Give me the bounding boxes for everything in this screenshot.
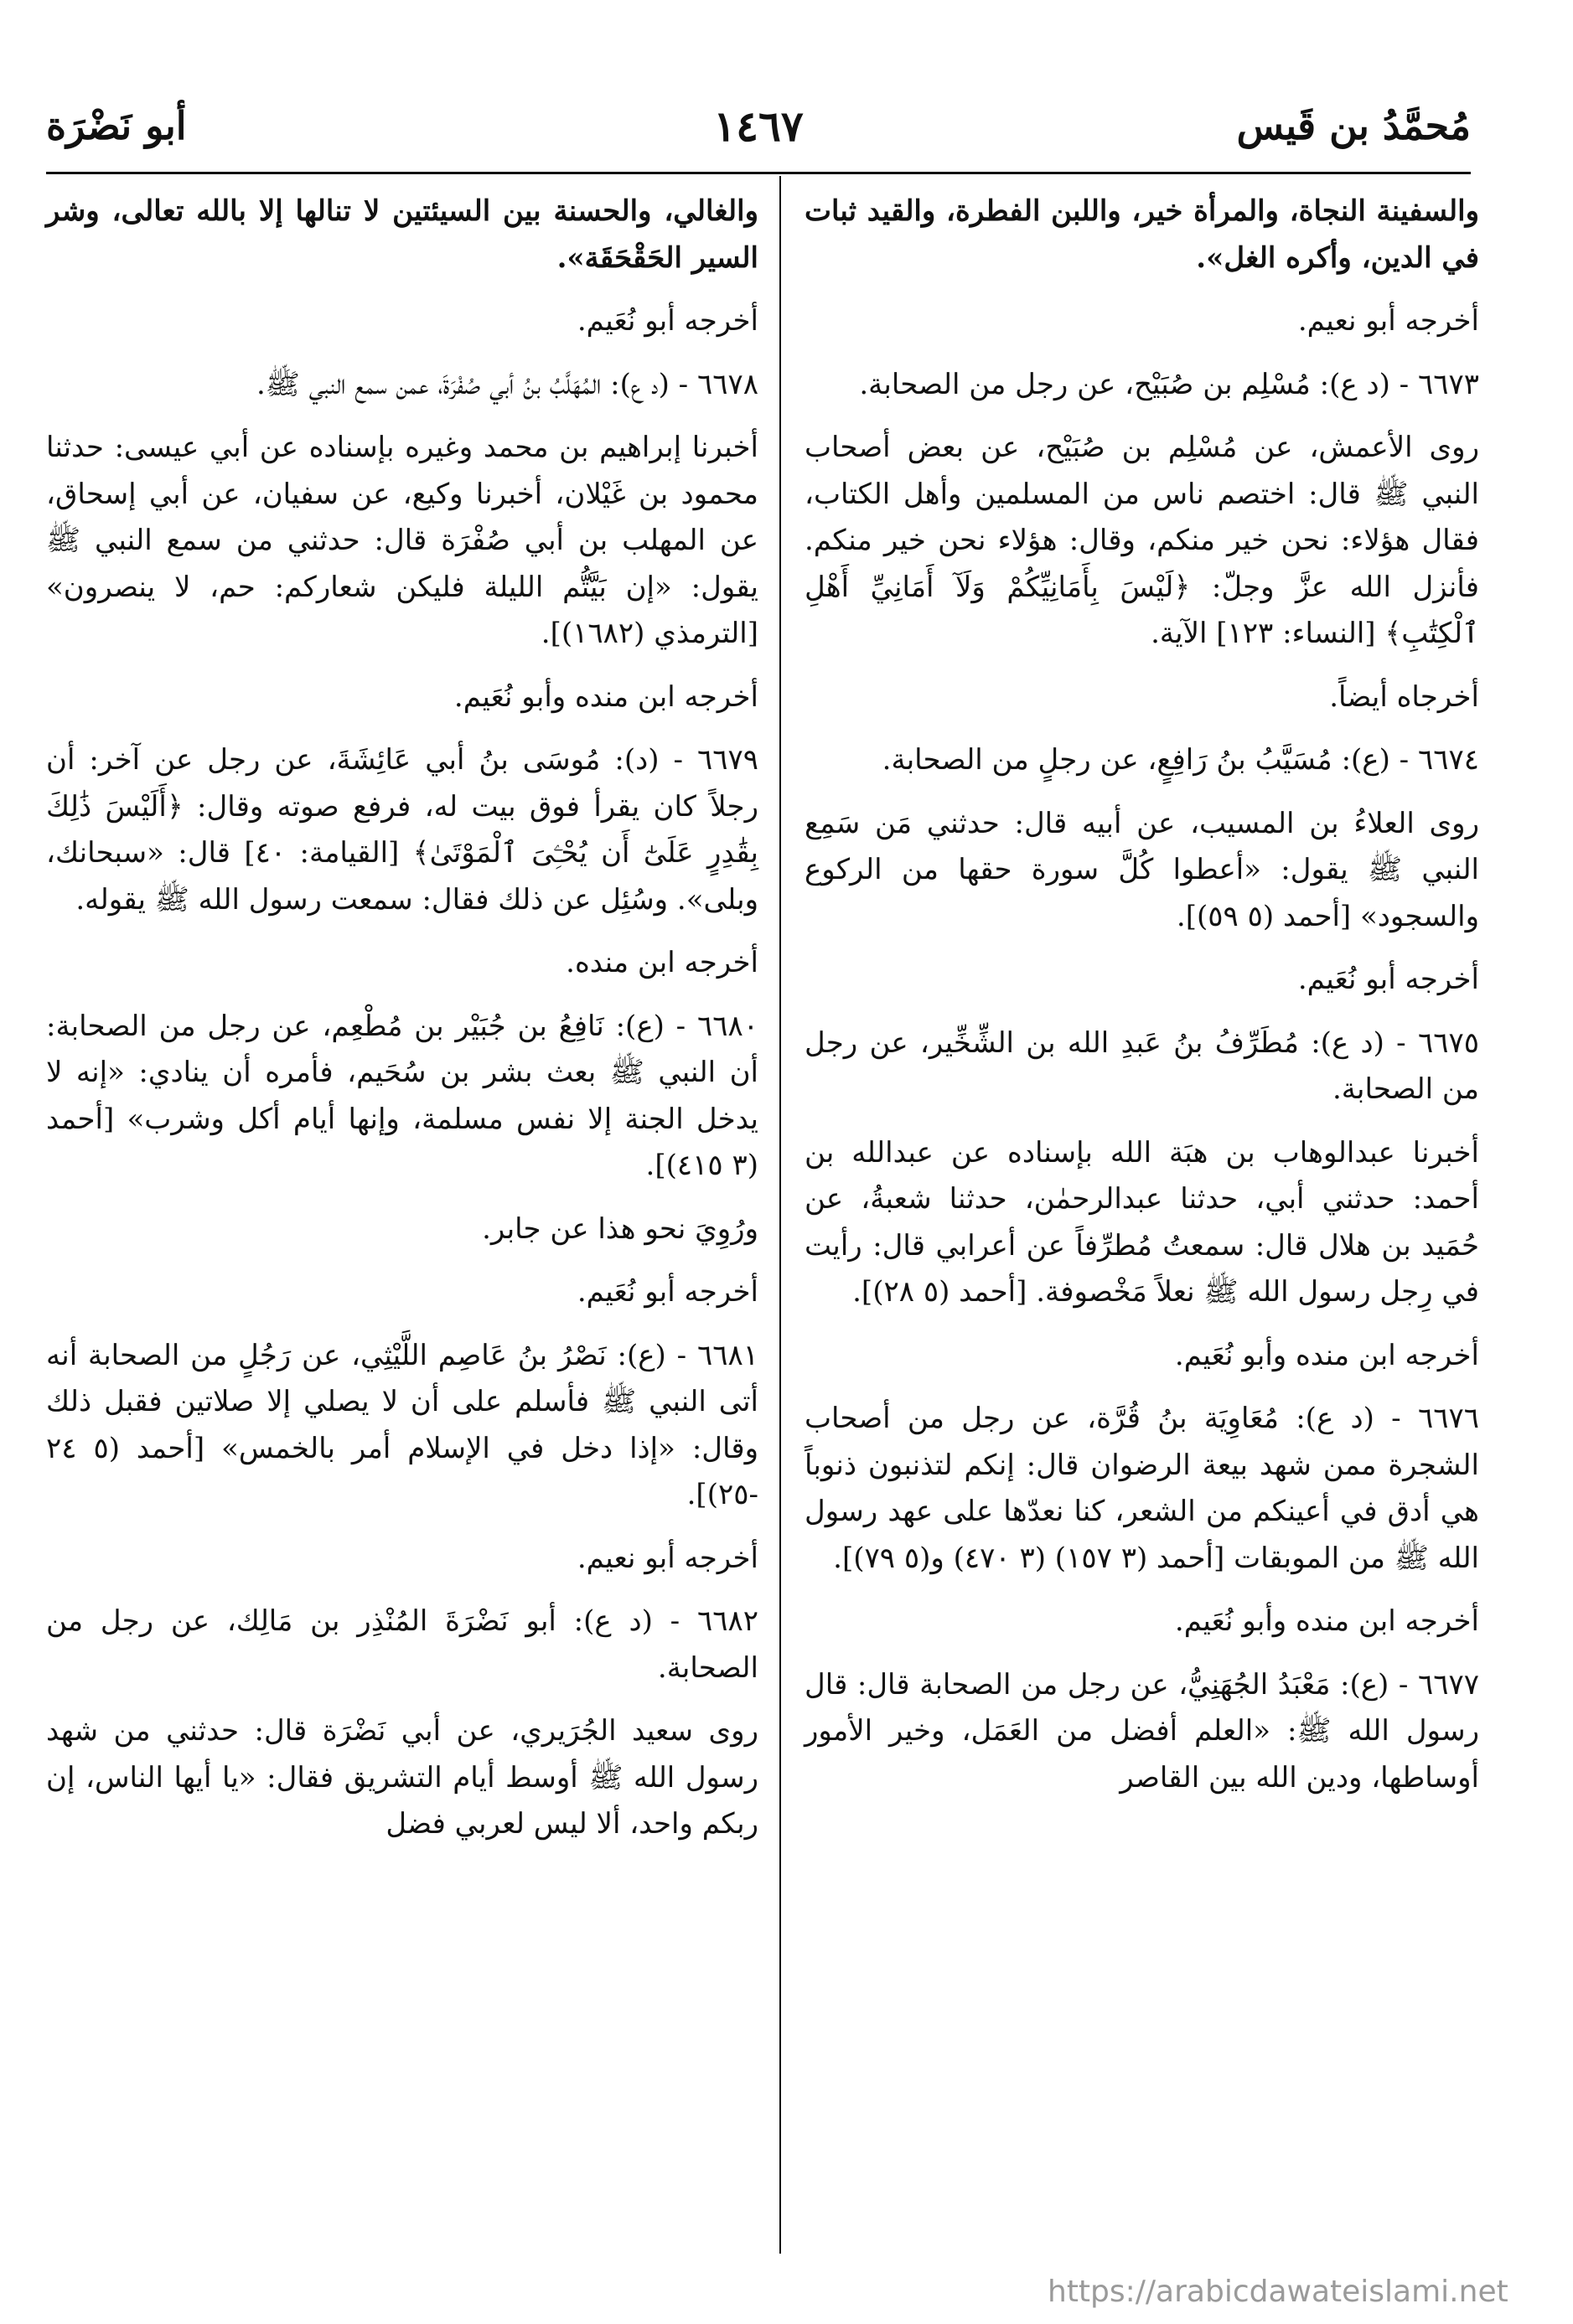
paragraph: أخرجه ابن منده وأبو نُعَيم. xyxy=(1174,1338,1479,1372)
paragraph: والغالي، والحسنة بين السيئتين لا تنالها إلا بالله تعالى، وشر السير الحَقْحَقَة». xyxy=(46,194,758,275)
entry-paragraph: ٦٦٧٦ - (د ع): مُعَاوِيَة بنُ قُرَّة، عن رجل من أصحاب الشجرة ممن شهد بيعة الرضوان قال: إنكم لتذنبون ذنوباً هي أدق في أعينكم من الشعر، كنا نعدّها على عهد رسول الله ﷺ من الموبقات [أحمد (٣ ١٥٧) (٣ ٤٧٠) و(٥ ٧٩)]. xyxy=(805,1402,1479,1575)
entry-paragraph: ٦٦٨١ - (ع): نَصْرُ بنُ عَاصِم اللَّيْثِي، عن رَجُلٍ من الصحابة أنه أتى النبي ﷺ فأسلم على أن لا يصلي إلا صلاتين فقبل ذلك وقال: «إذا دخل في الإسلام أمر بالخمس» [أحمد (٥ ٢٤ -٢٥)]. xyxy=(46,1338,759,1511)
column-divider xyxy=(779,176,781,2254)
paragraph: أخبرنا إبراهيم بن محمد وغيره بإسناده عن أبي عيسى: حدثنا محمود بن غَيْلان، أخبرنا وكيع، عن سفيان، عن أبي إسحاق، عن المهلب بن أبي صُفْرَة قال: حدثني من سمع النبي ﷺ يقول: «إن بَيَّتُّم الليلة فليكن شعاركم: حم، لا ينصرون» [الترمذي (١٦٨٢)]. xyxy=(46,431,758,650)
paragraph: ورُوِيَ نحو هذا عن جابر. xyxy=(482,1211,758,1246)
paragraph: أخرجه ابن منده. xyxy=(566,946,758,979)
right-column xyxy=(805,189,1479,1818)
entry-paragraph: ٦٦٨٠ - (ع): نَافِعُ بن جُبَيْر بن مُطْعِم، عن رجل من الصحابة: أن النبي ﷺ بعث بشر بن سُحَيم، فأمره أن ينادي: «إنه لا يدخل الجنة إلا نفس مسلمة، وإنها أيام أكل وشرب» [أحمد (٣ ٤١٥)]. xyxy=(46,1009,758,1182)
paragraph: روى سعيد الجُرَيري، عن أبي نَضْرَة قال: حدثني من شهد رسول الله ﷺ أوسط أيام التشريق فقال: «يا أيها الناس، إن ربكم واحد، ألا ليس لعربي فضل xyxy=(46,1714,758,1841)
header-right-title: مُحمَّدُ بن قَيس xyxy=(1236,103,1471,148)
paragraph: روى العلاءُ بن المسيب، عن أبيه قال: حدثني مَن سَمِع النبي ﷺ يقول: «أعطوا كُلَّ سورة حقها من الركوع والسجود» [أحمد (٥ ٥٩)]. xyxy=(805,806,1479,933)
paragraph: روى الأعمش، عن مُسْلِم بن صُبَيْح، عن بعض أصحاب النبي ﷺ قال: اختصم ناس من المسلمين وأهل الكتاب، فقال هؤلاء: نحن خير منكم، وقال: هؤلاء نحن خير منكم. فأنزل الله عزَّ وجلّ: ﴿لَيْسَ بِأَمَانِيِّكُمْ وَلَآ أَمَانِيِّ أَهْلِ ٱلْكِتَٰبِ﴾ [النساء: ١٢٣] الآية. xyxy=(805,431,1479,650)
entry-paragraph: ٦٦٧٨ - (د ع): المُهَلَّبُ بنُ أبي صُفْرَةَ، عمن سمع النبي ﷺ. xyxy=(256,367,758,401)
page-header xyxy=(46,84,1471,168)
paragraph: أخرجه أبو نُعَيم. xyxy=(577,1275,758,1309)
paragraph: أخرجه ابن منده وأبو نُعَيم. xyxy=(1174,1604,1479,1638)
header-left-title: أبو نَضْرَة xyxy=(46,103,187,148)
paragraph: أخبرنا عبدالوهاب بن هبَة الله بإسناده عن عبدالله بن أحمد: حدثني أبي، حدثنا عبدالرحمٰن، حدثنا شعبةُ، عن حُمَيد بن هلال قال: سمعتُ مُطرِّفاً عن أعرابي قال: رأيت في رِجل رسول الله ﷺ نعلاً مَخْصوفة. [أحمد (٥ ٢٨)]. xyxy=(805,1135,1479,1309)
paragraph: أخرجه أبو نُعَيم. xyxy=(1297,963,1479,996)
entry-paragraph: ٦٦٧٥ - (د ع): مُطَرِّفُ بنُ عَبدِ الله بن الشِّخِّير، عن رجل من الصحابة. xyxy=(805,1025,1479,1106)
entry-paragraph: ٦٦٧٩ - (د): مُوسَى بنُ أبي عَائِشَةَ، عن رجل عن آخر: أن رجلاً كان يقرأ فوق بيت له، فرفع صوته وقال: ﴿أَلَيْسَ ذَٰلِكَ بِقَٰدِرٍ عَلَىٰٓ أَن يُحْـِۧىَ ٱلْمَوْتَىٰ﴾ [القيامة: ٤٠] قال: «سبحانك، وبلى». وسُئِل عن ذلك فقال: سمعت رسول الله ﷺ يقوله. xyxy=(46,743,759,917)
entry-paragraph: ٦٦٧٧ - (ع): مَعْبَدُ الجُهَنِيُّ، عن رجل من الصحابة قال: قال رسول الله ﷺ: «العلم أفضل من العَمَل، وخير الأمور أوساطها، ودين الله بين القاصر xyxy=(805,1667,1479,1795)
entry-paragraph: ٦٦٧٤ - (ع): مُسَيَّبُ بنُ رَافِعٍ، عن رجلٍ من الصحابة. xyxy=(882,743,1479,777)
paragraph: والسفينة النجاة، والمرأة خير، واللبن الفطرة، والقيد ثبات في الدين، وأكره الغل». xyxy=(805,194,1479,275)
page-number: ١٤٦٧ xyxy=(713,101,804,151)
entry-paragraph: ٦٦٧٣ - (د ع): مُسْلِم بن صُبَيْح، عن رجل من الصحابة. xyxy=(859,367,1479,401)
paragraph: أخرجاه أيضاً. xyxy=(1329,679,1479,714)
paragraph: أخرجه أبو نعيم. xyxy=(1297,304,1479,338)
paragraph: أخرجه أبو نُعَيم. xyxy=(577,304,758,338)
watermark-url: https://arabicdawateislami.net xyxy=(1048,2275,1508,2309)
left-column xyxy=(46,189,758,1865)
paragraph: أخرجه أبو نعيم. xyxy=(577,1541,758,1575)
paragraph: أخرجه ابن منده وأبو نُعَيم. xyxy=(453,679,758,714)
header-rule xyxy=(46,172,1471,174)
entry-paragraph: ٦٦٨٢ - (د ع): أبو نَضْرَةَ المُنْذِر بن مَالِك، عن رجل من الصحابة. xyxy=(46,1604,758,1685)
